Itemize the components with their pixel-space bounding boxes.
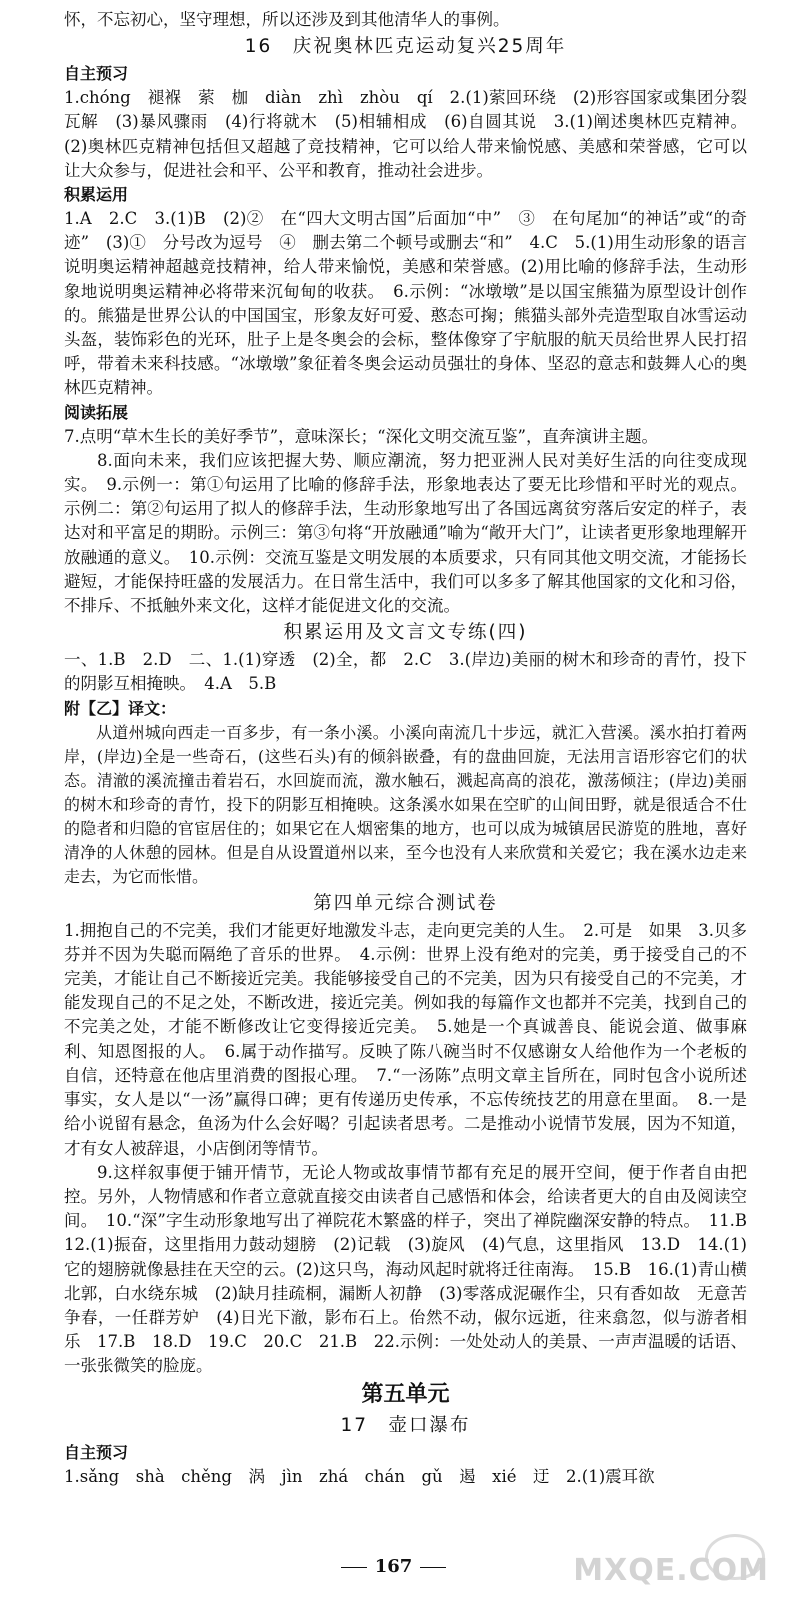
unit-4-answers-1-8: 1.拥抱自己的不完美，我们才能更好地激发斗志，走向更完美的人生。 2.可是 如果 3.贝多芬并不因为失聪而隔绝了音乐的世界。 4.示例：世界上没有绝对的完美，勇于接受自己的不完美，才能让自己不断接近完美。我能够接受自己的不完美，因为只有接受自己的不完美，才能发现自己的不足之处，不断改进，接近完美。例如我的每篇作文也都并不完美，找到自己的不完美之处，才能不断修改让它变得接近完美。 5.她是一个真诚善良、能说会道、做事麻利、知恩图报的人。 6.属于动作描写。反映了陈八碗当时不仅感谢女人给他作为一个老板的自信，还特意在他店里消费的图报心理。 7.“一汤陈”点明文章主旨所在，同时包含小说所述事实，女人是以“一汤”赢得口碑；更有传递历史传承，不忘传统技艺的用意在里面。 8.一是给小说留有悬念，鱼汤为什么会好喝？引起读者思考。二是推动小说情节发展，因为不知道，才有女人被辞退，小店倒闭等情节。: [64, 920, 747, 1158]
continuation-line: 怀，不忘初心，坚守理想，所以还涉及到其他清华人的事例。: [64, 10, 510, 29]
page-number-value: 167: [374, 1556, 413, 1577]
preview-answers: 1.chóng 褪褓 萦 枷 diàn zhì zhòu qí 2.(1)萦回环绕 (2)形容国家或集团分裂瓦解 (3)暴风骤雨 (4)行将就木 (5)相辅相成 (6)自圆其说 3.(1)阐述奥林匹克精神。(2)奥林匹克精神包括但又超越了竞技精神，它可以给人带来愉悦感、美感和荣誉感，它可以让大众参与，促进社会和平、公平和教育，推动社会进步。: [64, 88, 747, 180]
dash-right: [420, 1567, 446, 1568]
practice-answers: 1.A 2.C 3.(1)B (2)② 在“四大文明古国”后面加“中” ③ 在句尾加“的神话”或“的奇迹” (3)① 分号改为逗号 ④ 删去第二个顿号或删去“和” 4.C 5.(1)用生动形象的语言说明奥运精神超越竞技精神，给人带来愉悦，美感和荣誉感。(2)用比喻的修辞手法，生动形象地说明奥运精神必将带来沉甸甸的收获。 6.示例：“冰墩墩”是以国宝熊猫为原型设计创作的。熊猫是世界公认的中国国宝，形象友好可爱、憨态可掬；熊猫头部外壳造型取自冰雪运动头盔，装饰彩色的光环，肚子上是冬奥会的会标，整体像穿了宇航服的航天员给世界人民打招呼，带着未来科技感。“冰墩墩”象征着冬奥会运动员强壮的身体、坚忍的意志和鼓舞人心的奥林匹克精神。: [64, 209, 747, 398]
unit-4-answers-9-22: 9.这样叙事便于铺开情节，无论人物或故事情节都有充足的展开空间，便于作者自由把控。另外，人物情感和作者立意就直接交由读者自己感悟和体会，给读者更大的自由及阅读空间。 10.“深”字生动形象地写出了禅院花木繁盛的样子，突出了禅院幽深安静的特点。 11.B 12.(1)振奋，这里指用力鼓动翅膀 (2)记载 (3)旋风 (4)气息，这里指风 13.D 14.(1)它的翅膀就像悬挂在天空的云。(2)这只鸟，海动风起时就将迁往南海。 15.B 16.(1)青山横北郭，白水绕东城 (2)缺月挂疏桐，漏断人初静 (3)零落成泥碾作尘，只有香如故 无意苦争春，一任群芳妒 (4)日光下澈，影布石上。佁然不动，俶尔远逝，往来翕忽，似与游者相乐 17.B 18.D 19.C 20.C 21.B 22.示例：一处处动人的美景、一声声温暖的话语、一张张微笑的脸庞。: [64, 1162, 764, 1376]
special-practice-title: 积累运用及文言文专练(四): [283, 622, 528, 644]
preview-answers-17: 1.sǎng shà chěng 涡 jìn zhá chán gǔ 遏 xié 迂 2.(1)震耳欲: [64, 1466, 655, 1486]
watermark-text: MXQE.COM: [573, 1553, 769, 1588]
lesson-16-title: 16 庆祝奥林匹克运动复兴25周年: [244, 36, 567, 58]
special-practice-answers: 一、1.B 2.D 二、1.(1)穿透 (2)全，都 2.C 3.(岸边)美丽的树木和珍奇的青竹，投下的阴影互相掩映。 4.A 5.B: [64, 650, 747, 694]
section-label-reading: 阅读拓展: [64, 402, 129, 422]
lesson-17-title: 17 壶口瀑布: [340, 1414, 471, 1436]
dash-left: [341, 1567, 367, 1568]
reading-answers-8-10: 8.面向未来，我们应该把握大势、顺应潮流，努力把亚洲人民对美好生活的向往变成现实。 9.示例一：第①句运用了比喻的修辞手法，形象地表达了要无比珍惜和平时光的观点。示例二：第②句运用了拟人的修辞手法，生动形象地写出了各国远离贫穷落后安定的样子，表达对和平富足的期盼。示例三：第③句将“开放融通”喻为“敞开大门”，让读者更形象地理解开放融通的意义。 10.示例：交流互鉴是文明发展的本质要求，只有同其他文明交流，才能扬长避短，才能保持旺盛的发展活力。在日常生活中，我们可以多多了解其他国家的文化和习俗，不排斥、不抵触外来文化，这样才能促进文化的交流。: [64, 450, 747, 616]
translation-label: 附【乙】译文：: [64, 698, 177, 718]
reading-answer-7: 7.点明“草木生长的美好季节”，意味深长；“深化文明交流互鉴”，直奔演讲主题。: [64, 426, 658, 446]
section-label-practice: 积累运用: [64, 185, 129, 205]
unit-4-test-title: 第四单元综合测试卷: [313, 892, 498, 914]
translation-text: 从道州城向西走一百多步，有一条小溪。小溪向南流几十步远，就汇入营溪。溪水拍打着两岸，(岸边)全是一些奇石，(这些石头)有的倾斜嵌叠，有的盘曲回旋，无法用言语形容它们的状态。清澈的溪流撞击着岩石，水回旋而流，激水触石，溅起高高的浪花，激荡倾注；(岸边)美丽的树木和珍奇的青竹，投下的阴影互相掩映。这条溪水如果在空旷的山间田野，就是很适合不仕的隐者和归隐的官宦居住的；如果它在人烟密集的地方，也可以成为城镇居民游览的胜地，喜好清净的人休憩的园林。但是自从设置道州以来，至今也没有人来欣赏和关爱它；我在溪水边走来走去，为它而怅惜。: [64, 722, 747, 886]
watermark-logo: [573, 1536, 779, 1592]
section-label-preview: 自主预习: [64, 64, 129, 84]
section-label-preview-2: 自主预习: [64, 1442, 129, 1462]
unit-5-title: 第五单元: [361, 1381, 450, 1407]
